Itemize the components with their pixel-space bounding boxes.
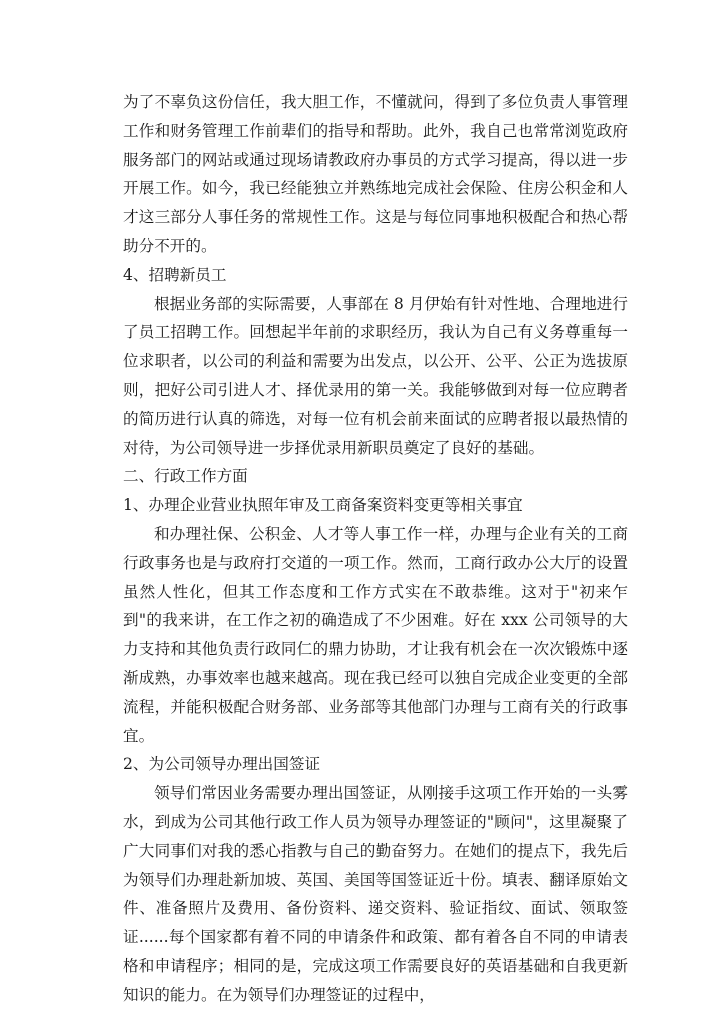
heading-admin-work: 二、行政工作方面 — [123, 467, 248, 486]
heading-business-license: 1、办理企业营业执照年审及工商备案资料变更等相关事宜 — [123, 496, 523, 515]
heading-visa-handling: 2、为公司领导办理出国签证 — [123, 755, 321, 774]
paragraph-business-license: 和办理社保、公积金、人才等人事工作一样，办理与企业有关的工商行政事务也是与政府打交道的一项工作。然而，工商行政办公大厅的设置虽然人性化，但其工作态度和工作方式实在不敢恭维。这对于"初来乍到"的我来讲，在工作之初的确造成了不少困难。好在 xxx 公司领导的大力支持和其他负责行政同仁的鼎力协助，才让我有机会在一次次锻炼中逐渐成熟，办事效率也越来越高。现在我已经可以独自完成企业变更的全部流程，并能积极配合财务部、业务部等其他部门办理与工商有关的行政事宜。 — [123, 524, 628, 745]
heading-recruit-new-staff: 4、招聘新员工 — [123, 265, 227, 284]
document-body — [123, 88, 628, 1010]
paragraph-recruitment: 根据业务部的实际需要，人事部在 8 月伊始有针对性地、合理地进行了员工招聘工作。回想起半年前的求职经历，我认为自己有义务尊重每一位求职者，以公司的利益和需要为出发点，以公开、公平、公正为选拔原则，把好公司引进人才、择优录用的第一关。我能够做到对每一位应聘者的简历进行认真的筛选，对每一位有机会前来面试的应聘者报以最热情的对待，为公司领导进一步择优录用新职员奠定了良好的基础。 — [123, 294, 628, 457]
paragraph-hr-work-continued: 为了不辜负这份信任，我大胆工作，不懂就问，得到了多位负责人事管理工作和财务管理工作前辈们的指导和帮助。此外，我自己也常常浏览政府服务部门的网站或通过现场请教政府办事员的方式学习提高，得以进一步开展工作。如今，我已经能独立并熟练地完成社会保险、住房公积金和人才这三部分人事任务的常规性工作。这是与每位同事地积极配合和热心帮助分不开的。 — [123, 93, 628, 255]
paragraph-visa-handling: 领导们常因业务需要办理出国签证，从刚接手这项工作开始的一头雾水，到成为公司其他行政工作人员为领导办理签证的"顾问"，这里凝聚了广大同事们对我的悉心指教与自己的勤奋努力。在她们的提点下，我先后为领导们办理赴新加坡、英国、美国等国签证近十份。填表、翻译原始文件、准备照片及费用、备份资料、递交资料、验证指纹、面试、领取签证......每个国家都有着不同的申请条件和政策、都有着各自不同的申请表格和申请程序；相同的是，完成这项工作需要良好的英语基础和自我更新知识的能力。在为领导们办理签证的过程中， — [123, 784, 628, 1004]
